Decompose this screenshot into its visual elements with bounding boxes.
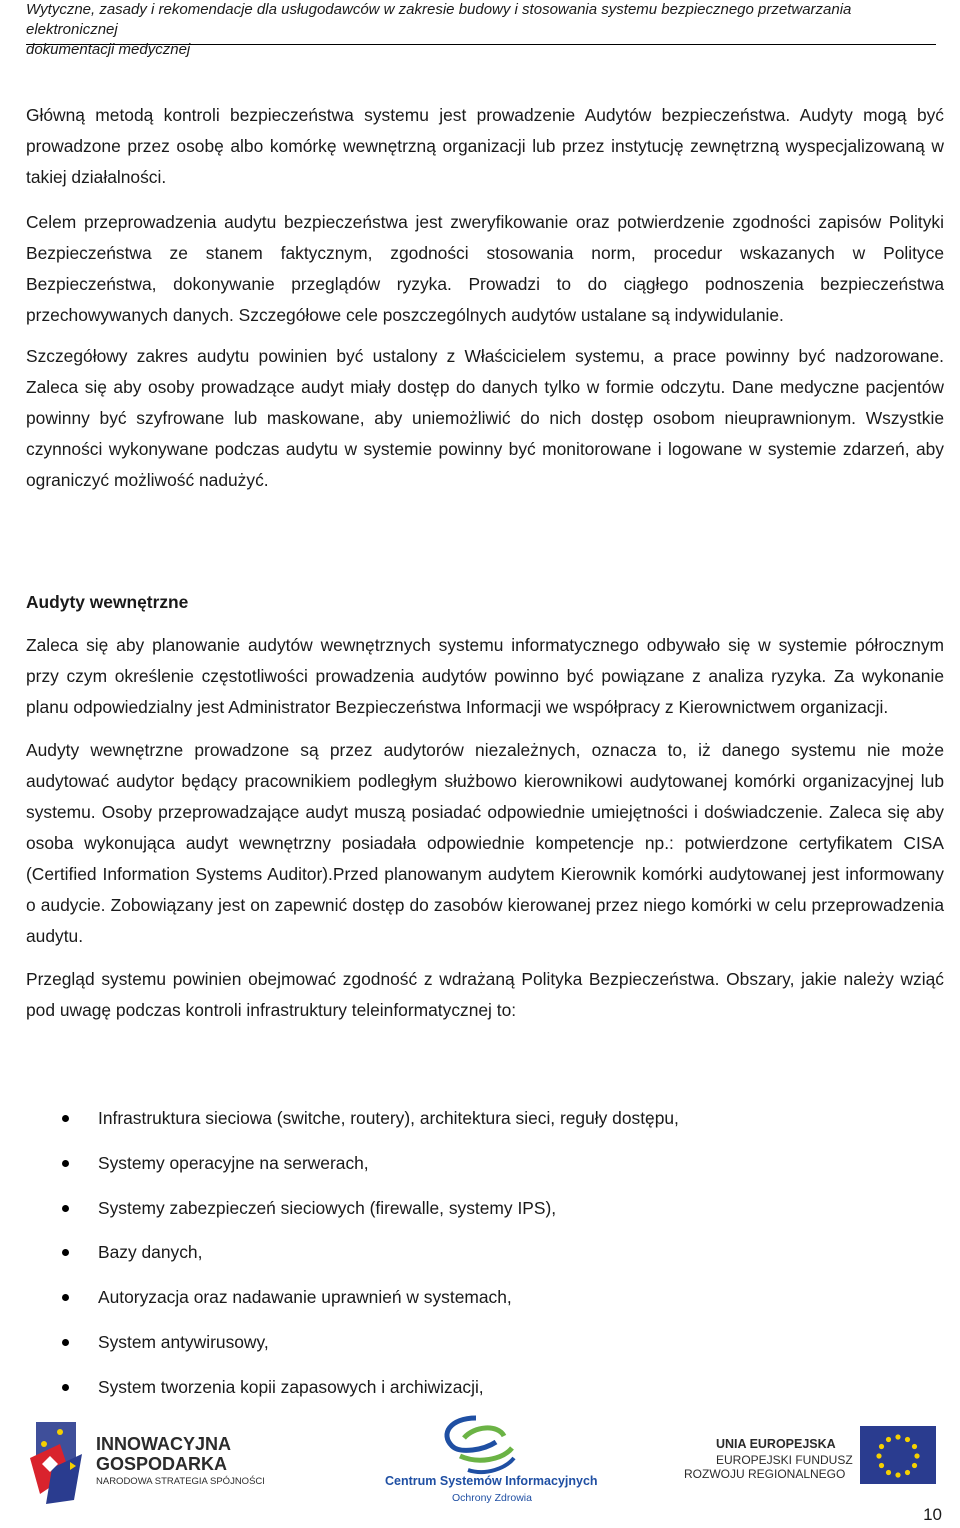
list-item: Bazy danych, (26, 1237, 926, 1282)
list-item: Infrastruktura sieciowa (switche, routery), architektura sieci, reguły dostępu, (26, 1103, 926, 1148)
paragraph-2: Celem przeprowadzenia audytu bezpieczeństwa jest zweryfikowanie oraz potwierdzenie zgodności zapisów Polityki Bezpieczeństwa ze stanem faktycznym, zgodności stosowania norm, procedur wskazanych w Polityce Bezpieczeństwa, dokonywanie przeglądów ryzyka. Prowadzi to do ciągłego podnoszenia bezpieczeństwa przechowywanych danych. Szczegółowe cele poszczególnych audytów ustalane są indywidulanie. (26, 212, 944, 325)
svg-text:INNOWACYJNA: INNOWACYJNA (96, 1434, 232, 1454)
svg-text:ROZWOJU REGIONALNEGO: ROZWOJU REGIONALNEGO (684, 1467, 846, 1481)
innowacyjna-gospodarka-logo (30, 1414, 270, 1506)
list-item: Systemy operacyjne na serwerach, (26, 1148, 926, 1193)
svg-text:Centrum Systemów Informacyjnyc: Centrum Systemów Informacyjnych (385, 1474, 598, 1488)
page-number: 10 (923, 1505, 942, 1524)
header-line-1: Wytyczne, zasady i rekomendacje dla usługodawców w zakresie budowy i stosowania systemu bezpiecznego przetwarzania elektronicznej (26, 1, 852, 38)
footer-logos (0, 1410, 960, 1510)
svg-text:GOSPODARKA: GOSPODARKA (96, 1454, 228, 1474)
intro-section (26, 100, 944, 496)
svg-text:NARODOWA STRATEGIA SPÓJNOŚCI: NARODOWA STRATEGIA SPÓJNOŚCI (96, 1476, 265, 1487)
eu-logo (680, 1424, 950, 1504)
svg-text:EUROPEJSKI FUNDUSZ: EUROPEJSKI FUNDUSZ (716, 1453, 853, 1467)
svg-text:UNIA EUROPEJSKA: UNIA EUROPEJSKA (716, 1437, 836, 1451)
list-item: Autoryzacja oraz nadawanie uprawnień w systemach, (26, 1282, 926, 1327)
bullet-icon (62, 1294, 69, 1301)
list-item: System antywirusowy, (26, 1327, 926, 1372)
csioz-logo (380, 1412, 610, 1504)
list-item: Systemy zabezpieczeń sieciowych (firewalle, systemy IPS), (26, 1193, 926, 1238)
section-title: Audyty wewnętrzne (26, 592, 189, 612)
paragraph-1: Główną metodą kontroli bezpieczeństwa systemu jest prowadzenie Audytów bezpieczeństwa. Audyty mogą być prowadzone przez osobę albo komórkę wewnętrzną organizacji lub przez instytucję zewnętrzną wyspecjalizowaną w takiej działalności. (26, 105, 944, 187)
paragraph-3: Szczegółowy zakres audytu powinien być ustalony z Właścicielem systemu, a prace powinny być nadzorowane. Zaleca się aby osoby prowadzące audyt miały dostęp do danych tylko w formie odczytu. Dane medyczne pacjentów powinny być szyfrowane lub maskowane, aby uniemożliwić do nich dostęp osobom nieuprawnionym. Wszystkie czynności wykonywane podczas audytu w systemie powinny być monitorowane i logowane w systemie zdarzeń, aby ograniczyć możliwość nadużyć. (26, 346, 944, 490)
section-paragraph-1: Zaleca się aby planowanie audytów wewnętrznych systemu informatycznego odbywało się w systemie półrocznym przy czym określenie częstotliwości prowadzenia audytów powinno być powiązane z analiza ryzyka. Za wykonanie planu odpowiedzialny jest Administrator Bezpieczeństwa Informacji we współpracy z Kierownictwem organizacji. (26, 635, 944, 717)
section-paragraph-2: Audyty wewnętrzne prowadzone są przez audytorów niezależnych, oznacza to, iż danego systemu nie może audytować audytor będący pracownikiem podległym służbowo kierownikowi audytowanej komórki organizacyjnej lub systemu. Osoby przeprowadzające audyt muszą posiadać odpowiednie umiejętności i doświadczenie. Zaleca się aby osoba wykonująca audyt wewnętrzny posiadała odpowiednie kompetencje np.: potwierdzone certyfikatem CISA (Certified Information Systems Auditor).Przed planowanym audytem Kierownik komórki audytowanej jest informowany o audycie. Zobowiązany jest on zapewnić dostęp do zasobów kierowanej przez niego komórki w celu przeprowadzenia audytu. (26, 740, 944, 946)
page-header (26, 0, 936, 58)
header-line-2: dokumentacji medycznej (26, 41, 191, 58)
bullet-icon (62, 1160, 69, 1167)
internal-audits-section (26, 630, 944, 1038)
section-paragraph-3: Przegląd systemu powinien obejmować zgodność z wdrażaną Polityka Bezpieczeństwa. Obszary, jakie należy wziąć pod uwagę podczas kontroli infrastruktury teleinformatycznej to: (26, 969, 944, 1020)
bullet-icon (62, 1205, 69, 1212)
bullet-icon (62, 1339, 69, 1346)
bullet-icon (62, 1249, 69, 1256)
svg-text:Ochrony Zdrowia: Ochrony Zdrowia (452, 1492, 532, 1504)
bullet-list (26, 1103, 926, 1417)
bullet-icon (62, 1115, 69, 1122)
bullet-icon (62, 1384, 69, 1391)
list-item: System tworzenia kopii zapasowych i archiwizacji, (26, 1372, 926, 1417)
